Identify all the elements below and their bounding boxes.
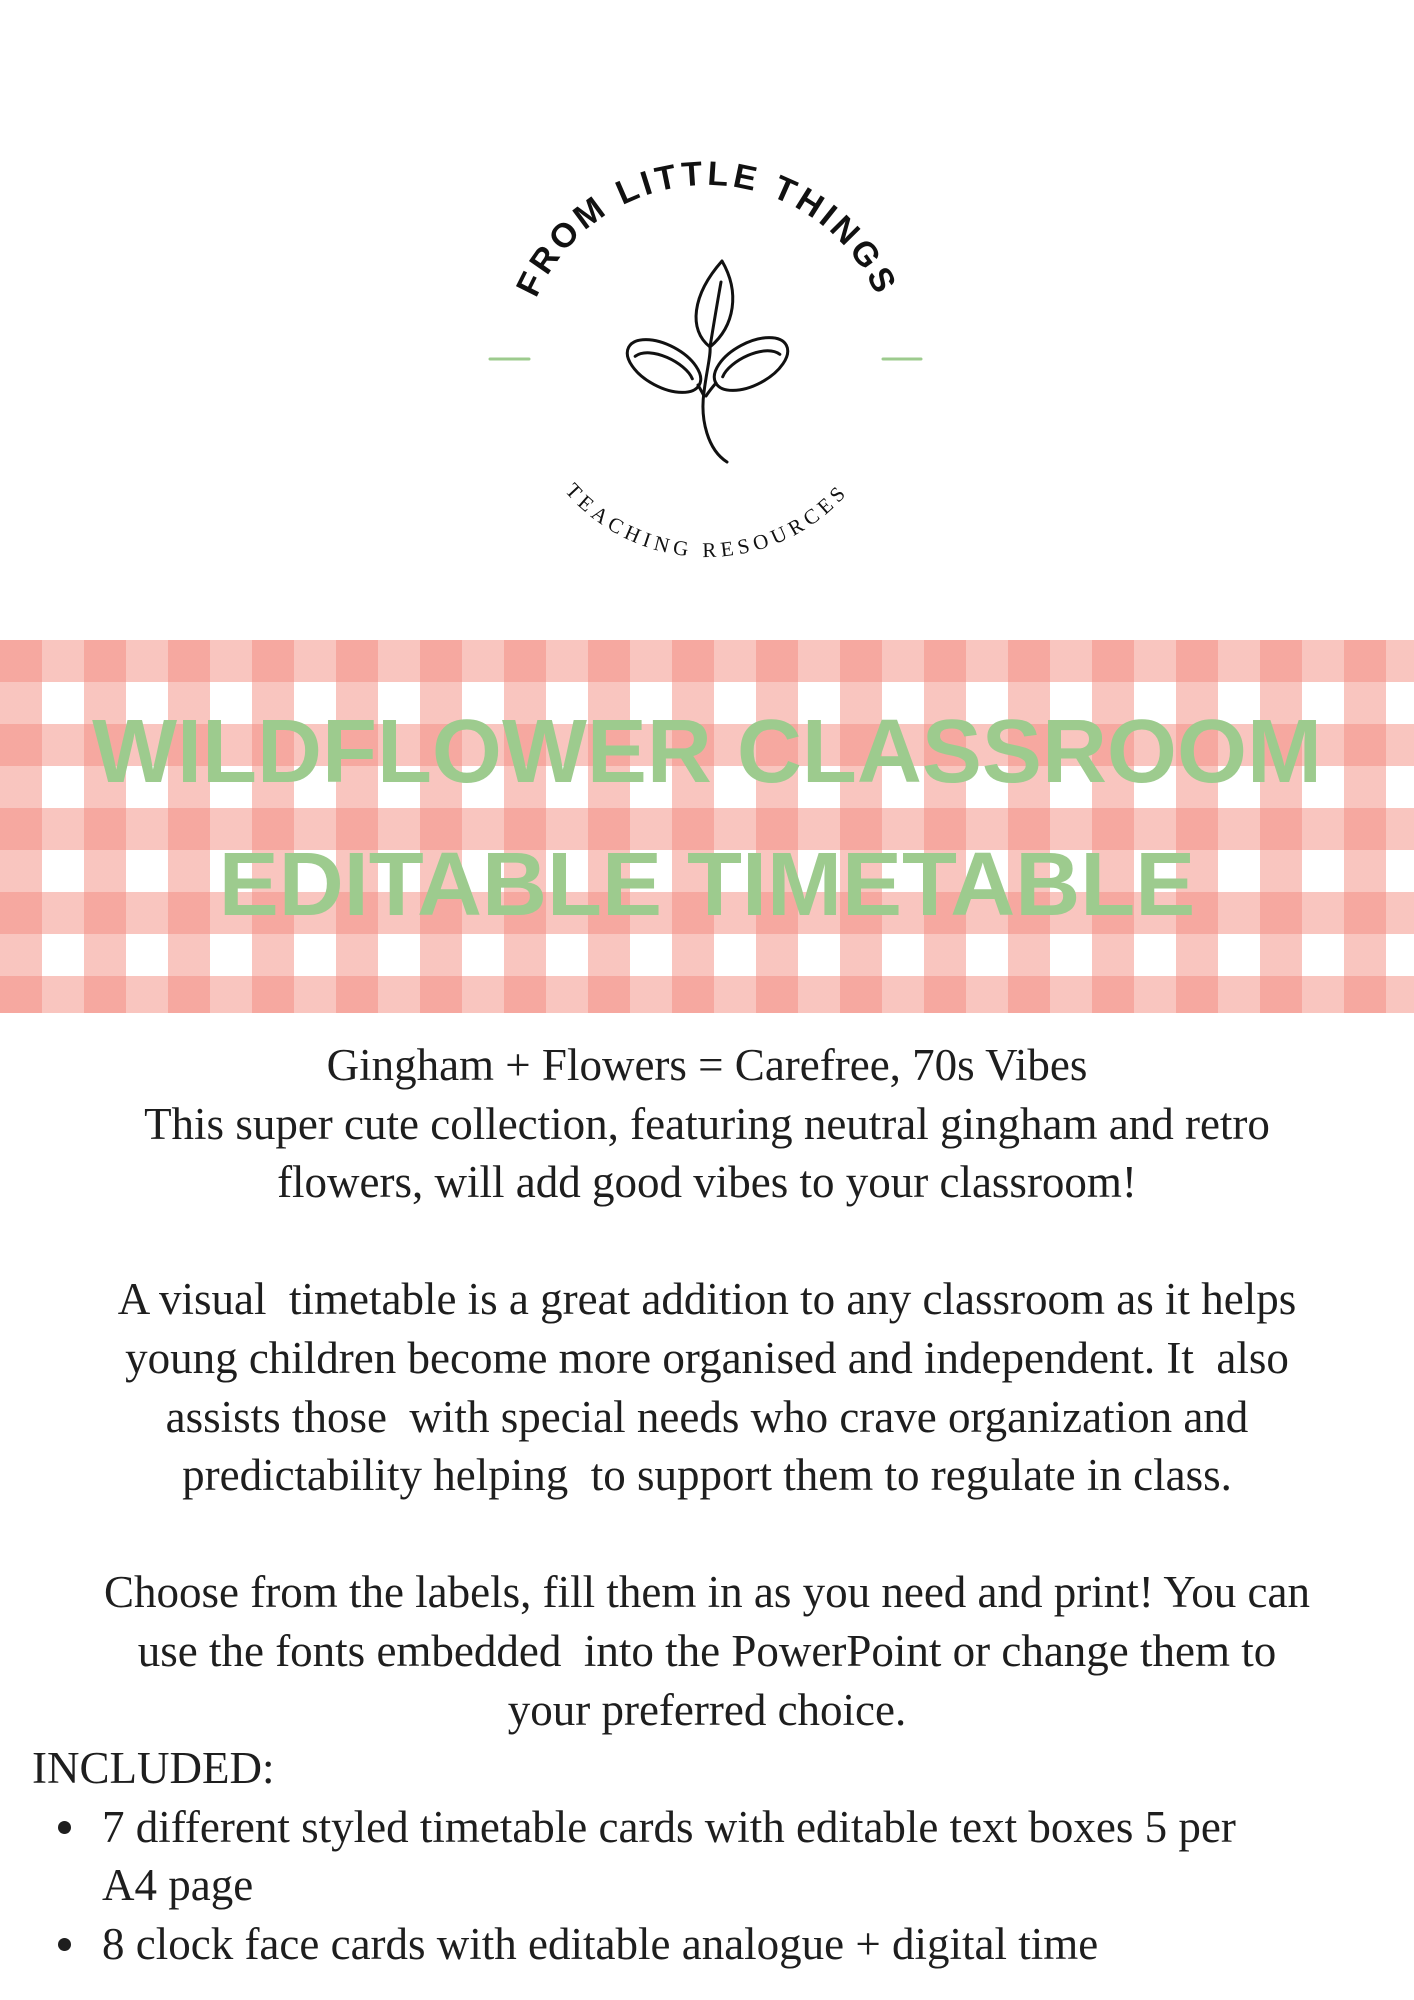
instructions-paragraph — [0, 1563, 1414, 1739]
intro-line: This super cute collection, featuring neutral gingham and retro — [144, 1098, 1270, 1149]
bullet-icon — [58, 1821, 71, 1834]
description-line: young children become more organised and independent. It also — [125, 1332, 1289, 1383]
list-item-line: A4 page — [102, 1860, 254, 1911]
list-item-line: 8 clock face cards with editable analogue + digital time — [102, 1918, 1099, 1969]
instructions-line: Choose from the labels, fill them in as you need and print! You can — [103, 1567, 1311, 1618]
logo-tagline: TEACHING RESOURCES — [560, 478, 854, 563]
list-item — [0, 1915, 1414, 1974]
description-line: A visual timetable is a great addition to any classroom as it helps — [117, 1274, 1297, 1325]
list-item — [0, 1798, 1414, 1915]
intro-line: flowers, will add good vibes to your classroom! — [277, 1157, 1137, 1208]
included-list — [0, 1798, 1414, 1974]
intro-paragraph — [0, 1036, 1414, 1212]
logo-brand-name: FROM LITTLE THINGS — [509, 154, 905, 303]
instructions-line: use the fonts embedded into the PowerPoint or change them to — [137, 1625, 1277, 1676]
product-description — [0, 1036, 1414, 1974]
bullet-icon — [58, 1938, 71, 1951]
sprout-icon — [619, 261, 796, 462]
description-line: assists those with special needs who crave organization and — [165, 1391, 1249, 1442]
title-line-1: WILDFLOWER CLASSROOM — [92, 702, 1322, 802]
list-item-line: 7 different styled timetable cards with editable text boxes 5 per — [102, 1801, 1236, 1852]
description-line: predictability helping to support them to regulate in class. — [182, 1450, 1232, 1501]
logo-arc-bottom-text — [561, 478, 854, 562]
instructions-line: your preferred choice. — [507, 1684, 907, 1735]
paragraph-gap — [0, 1212, 1414, 1271]
intro-tagline: Gingham + Flowers = Carefree, 70s Vibes — [326, 1040, 1088, 1090]
description-paragraph — [0, 1270, 1414, 1504]
gingham-banner — [0, 640, 1414, 1013]
title-line-2: EDITABLE TIMETABLE — [218, 835, 1196, 935]
brand-logo — [0, 0, 1414, 640]
paragraph-gap — [0, 1505, 1414, 1564]
included-heading: INCLUDED: — [32, 1743, 275, 1794]
